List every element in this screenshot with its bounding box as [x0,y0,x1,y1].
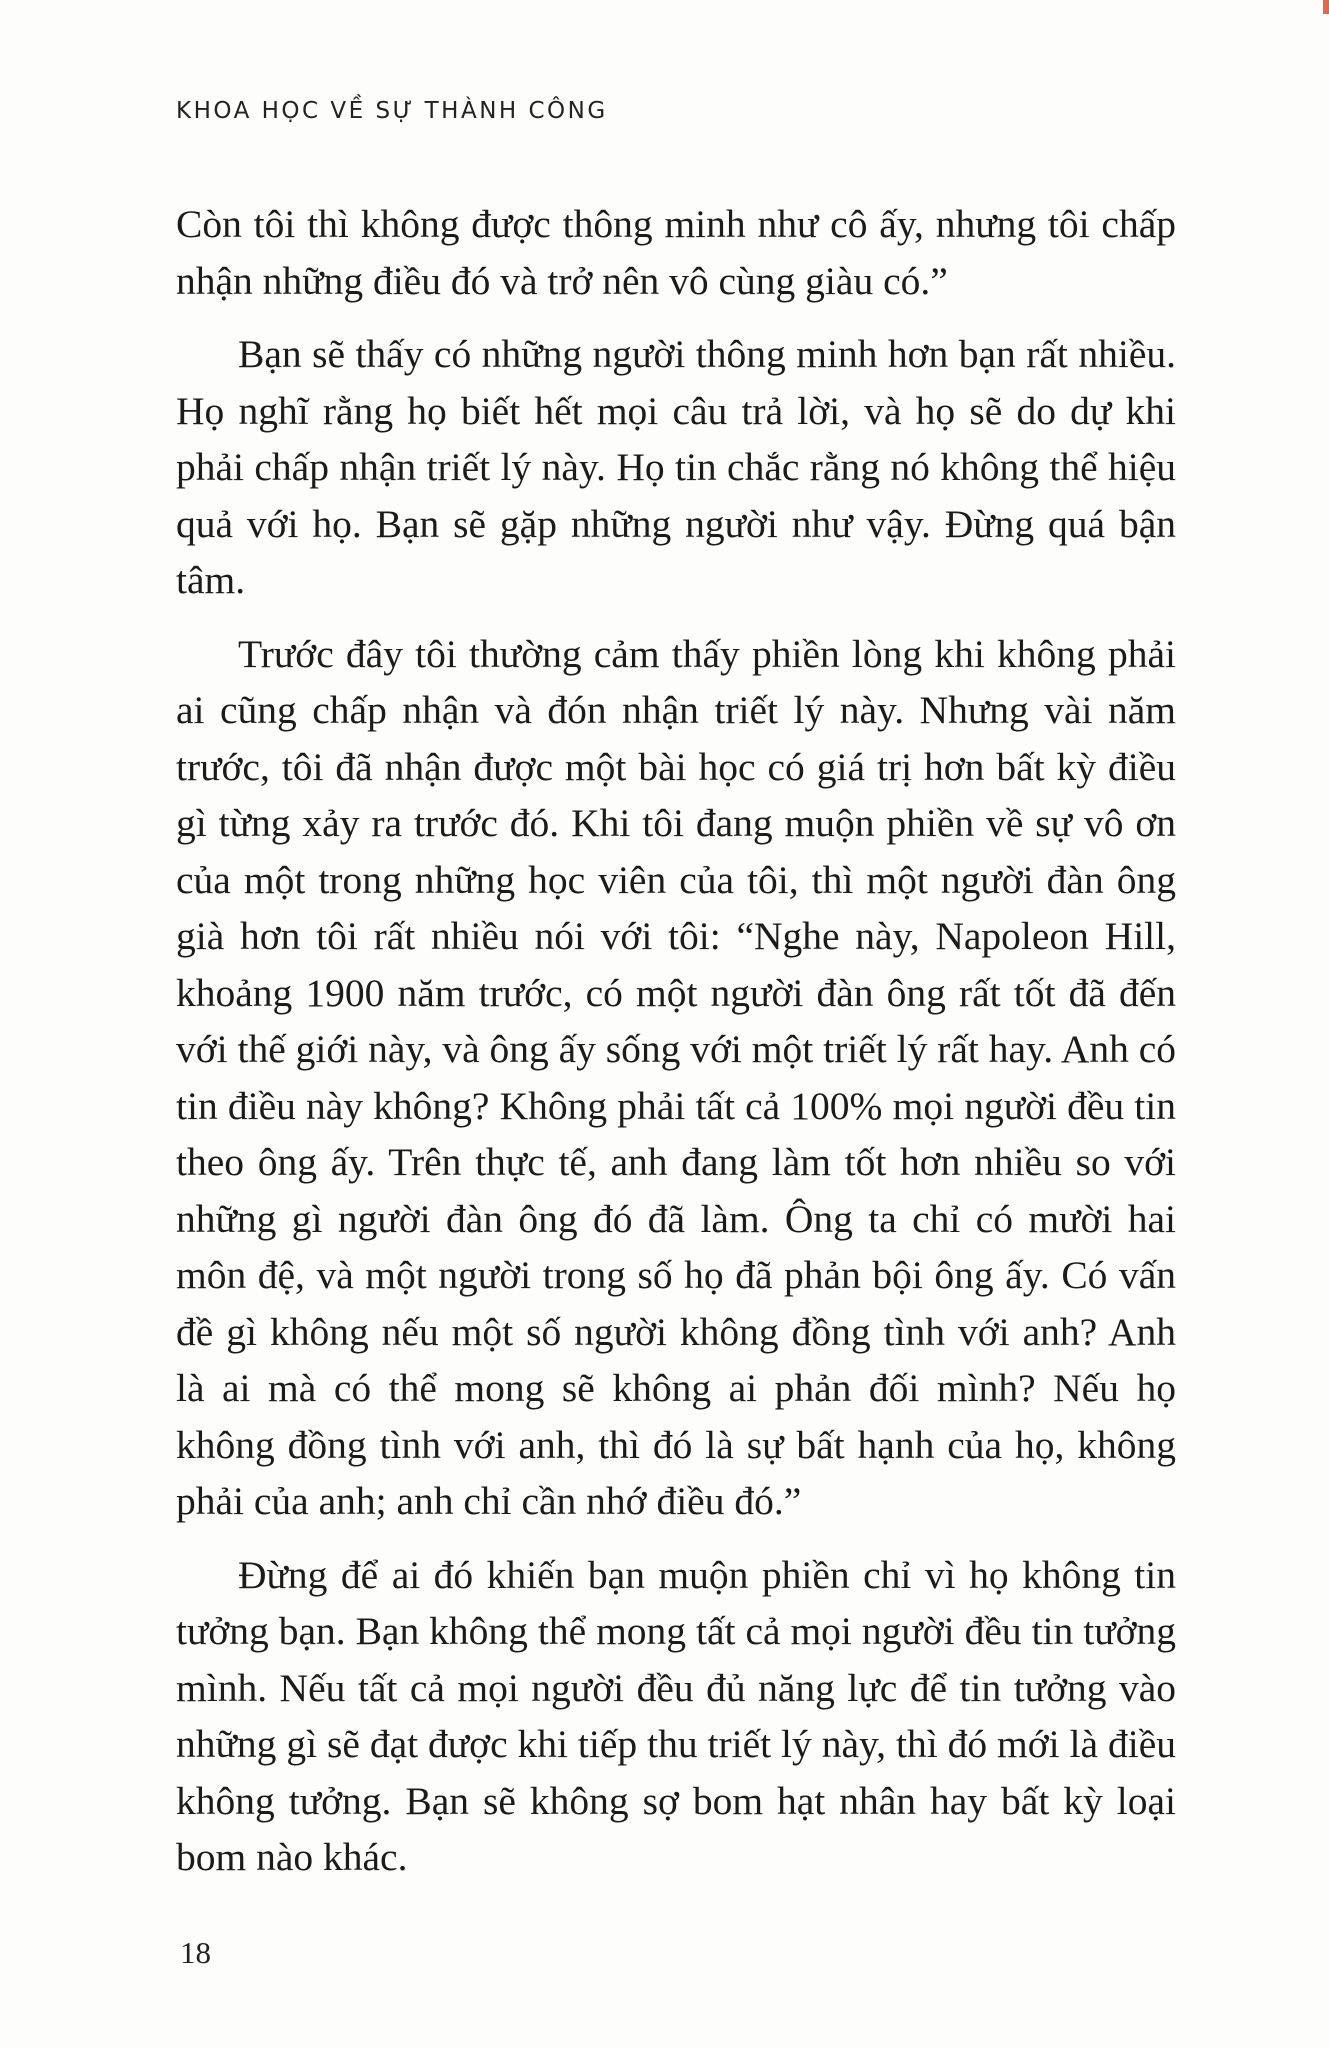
paragraph: Đừng để ai đó khiến bạn muộn phiền chỉ vì họ không tin tưởng bạn. Bạn không thể mong tất cả mọi người đều tin tưởng mình. Nếu tất cả mọi người đều đủ năng lực để tin tưởng vào những gì sẽ đạt được khi tiếp thu triết lý này, thì đó mới là điều không tưởng. Bạn sẽ không sợ bom hạt nhân hay bất kỳ loại bom nào khác. [176,1552,1176,1879]
page-edge-mark [1323,0,1329,14]
running-header: KHOA HỌC VỀ SỰ THÀNH CÔNG [176,98,608,124]
paragraph-continuation: Còn tôi thì không được thông minh như cô ấy, nhưng tôi chấp nhận những điều đó và trở nên vô cùng giàu có.” [176,202,1176,303]
paragraph: Bạn sẽ thấy có những người thông minh hơn bạn rất nhiều. Họ nghĩ rằng họ biết hết mọi câu trả lời, và họ sẽ do dự khi phải chấp nhận triết lý này. Họ tin chắc rằng nó không thể hiệu quả với họ. Bạn sẽ gặp những người như vậy. Đừng quá bận tâm. [176,332,1176,602]
body-text [176,196,1176,1903]
paragraph: Trước đây tôi thường cảm thấy phiền lòng khi không phải ai cũng chấp nhận và đón nhận triết lý này. Nhưng vài năm trước, tôi đã nhận được một bài học có giá trị hơn bất kỳ điều gì từng xảy ra trước đó. Khi tôi đang muộn phiền về sự vô ơn của một trong những học viên của tôi, thì một người đàn ông già hơn tôi rất nhiều nói với tôi: “Nghe này, Napoleon Hill, khoảng 1900 năm trước, có một người đàn ông rất tốt đã đến với thế giới này, và ông ấy sống với một triết lý rất hay. Anh có tin điều này không? Không phải tất cả 100% mọi người đều tin theo ông ấy. Trên thực tế, anh đang làm tốt hơn nhiều so với những gì người đàn ông đó đã làm. Ông ta chỉ có mười hai môn đệ, và một người trong số họ đã phản bội ông ấy. Có vấn đề gì không nếu một số người không đồng tình với anh? Anh là ai mà có thể mong sẽ không ai phản đối mình? Nếu họ không đồng tình với anh, thì đó là sự bất hạnh của họ, không phải của anh; anh chỉ cần nhớ điều đó.” [176,631,1176,1523]
page-number: 18 [180,1935,211,1970]
